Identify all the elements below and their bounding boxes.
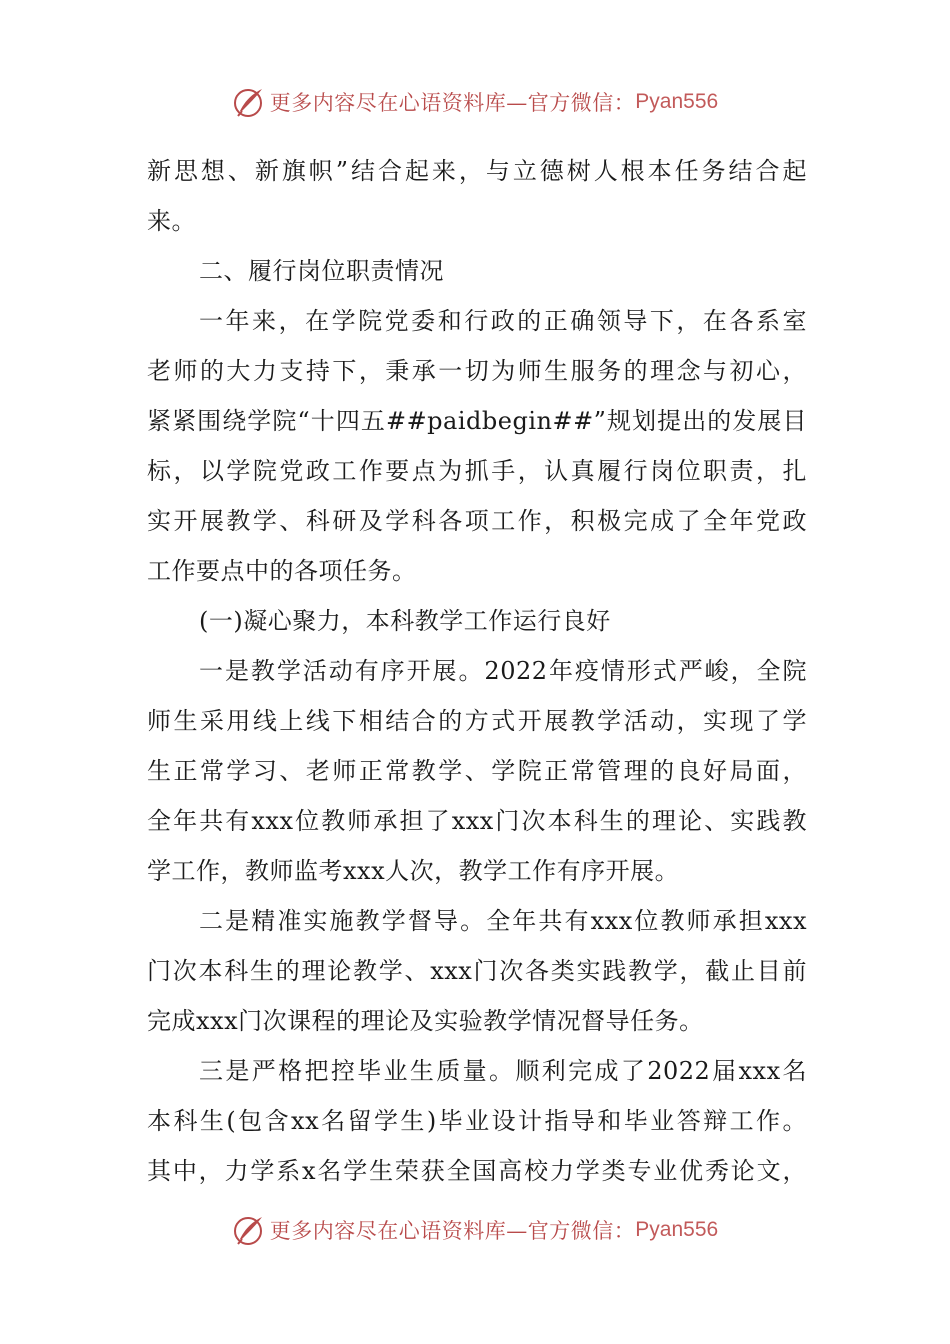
body-line: 师生采用线上线下相结合的方式开展教学活动，实现了学: [147, 707, 807, 735]
body-line: 全年共有xxx位教师承担了xxx门次本科生的理论、实践教: [147, 807, 807, 835]
body-line: 实开展教学、科研及学科各项工作，积极完成了全年党政: [147, 507, 807, 535]
body-line: 完成xxx门次课程的理论及实验教学情况督导任务。: [147, 1007, 704, 1035]
body-line: 其中，力学系x名学生荣获全国高校力学类专业优秀论文，: [147, 1157, 807, 1185]
quill-logo-icon: [232, 1213, 266, 1247]
header-banner-text: 更多内容尽在心语资料库—官方微信：: [269, 91, 636, 115]
body-line: 一年来，在学院党委和行政的正确领导下，在各系室: [199, 307, 807, 335]
body-line: 来。: [147, 207, 196, 235]
footer-banner-id: Pyan556: [635, 1218, 719, 1241]
body-line: 一是教学活动有序开展。2022年疫情形式严峻，全院: [199, 657, 807, 685]
body-line: 新思想、新旗帜”结合起来，与立德树人根本任务结合起: [147, 157, 807, 185]
body-line: 门次本科生的理论教学、xxx门次各类实践教学，截止目前: [147, 957, 807, 985]
quill-logo-icon: [232, 85, 266, 119]
header-watermark-banner: [0, 82, 950, 122]
subsection-heading: (一)凝心聚力，本科教学工作运行良好: [199, 607, 611, 635]
body-line: 学工作，教师监考xxx人次，教学工作有序开展。: [147, 857, 680, 885]
body-line: 老师的大力支持下，秉承一切为师生服务的理念与初心，: [147, 357, 807, 385]
body-line: 工作要点中的各项任务。: [147, 557, 417, 585]
footer-banner-text: 更多内容尽在心语资料库—官方微信：: [269, 1219, 636, 1243]
body-line: 标，以学院党政工作要点为抓手，认真履行岗位职责，扎: [147, 457, 807, 485]
body-line: 紧紧围绕学院“十四五##paidbegin##”规划提出的发展目: [147, 407, 807, 435]
section-heading: 二、履行岗位职责情况: [199, 257, 444, 285]
document-body: [147, 146, 807, 1196]
body-line: 本科生(包含xx名留学生)毕业设计指导和毕业答辩工作。: [147, 1107, 807, 1135]
body-line: 生正常学习、老师正常教学、学院正常管理的良好局面，: [147, 757, 807, 785]
body-line: 二是精准实施教学督导。全年共有xxx位教师承担xxx: [199, 907, 807, 935]
header-banner-id: Pyan556: [635, 90, 719, 113]
body-line: 三是严格把控毕业生质量。顺利完成了2022届xxx名: [199, 1057, 807, 1085]
footer-watermark-banner: [0, 1210, 950, 1250]
